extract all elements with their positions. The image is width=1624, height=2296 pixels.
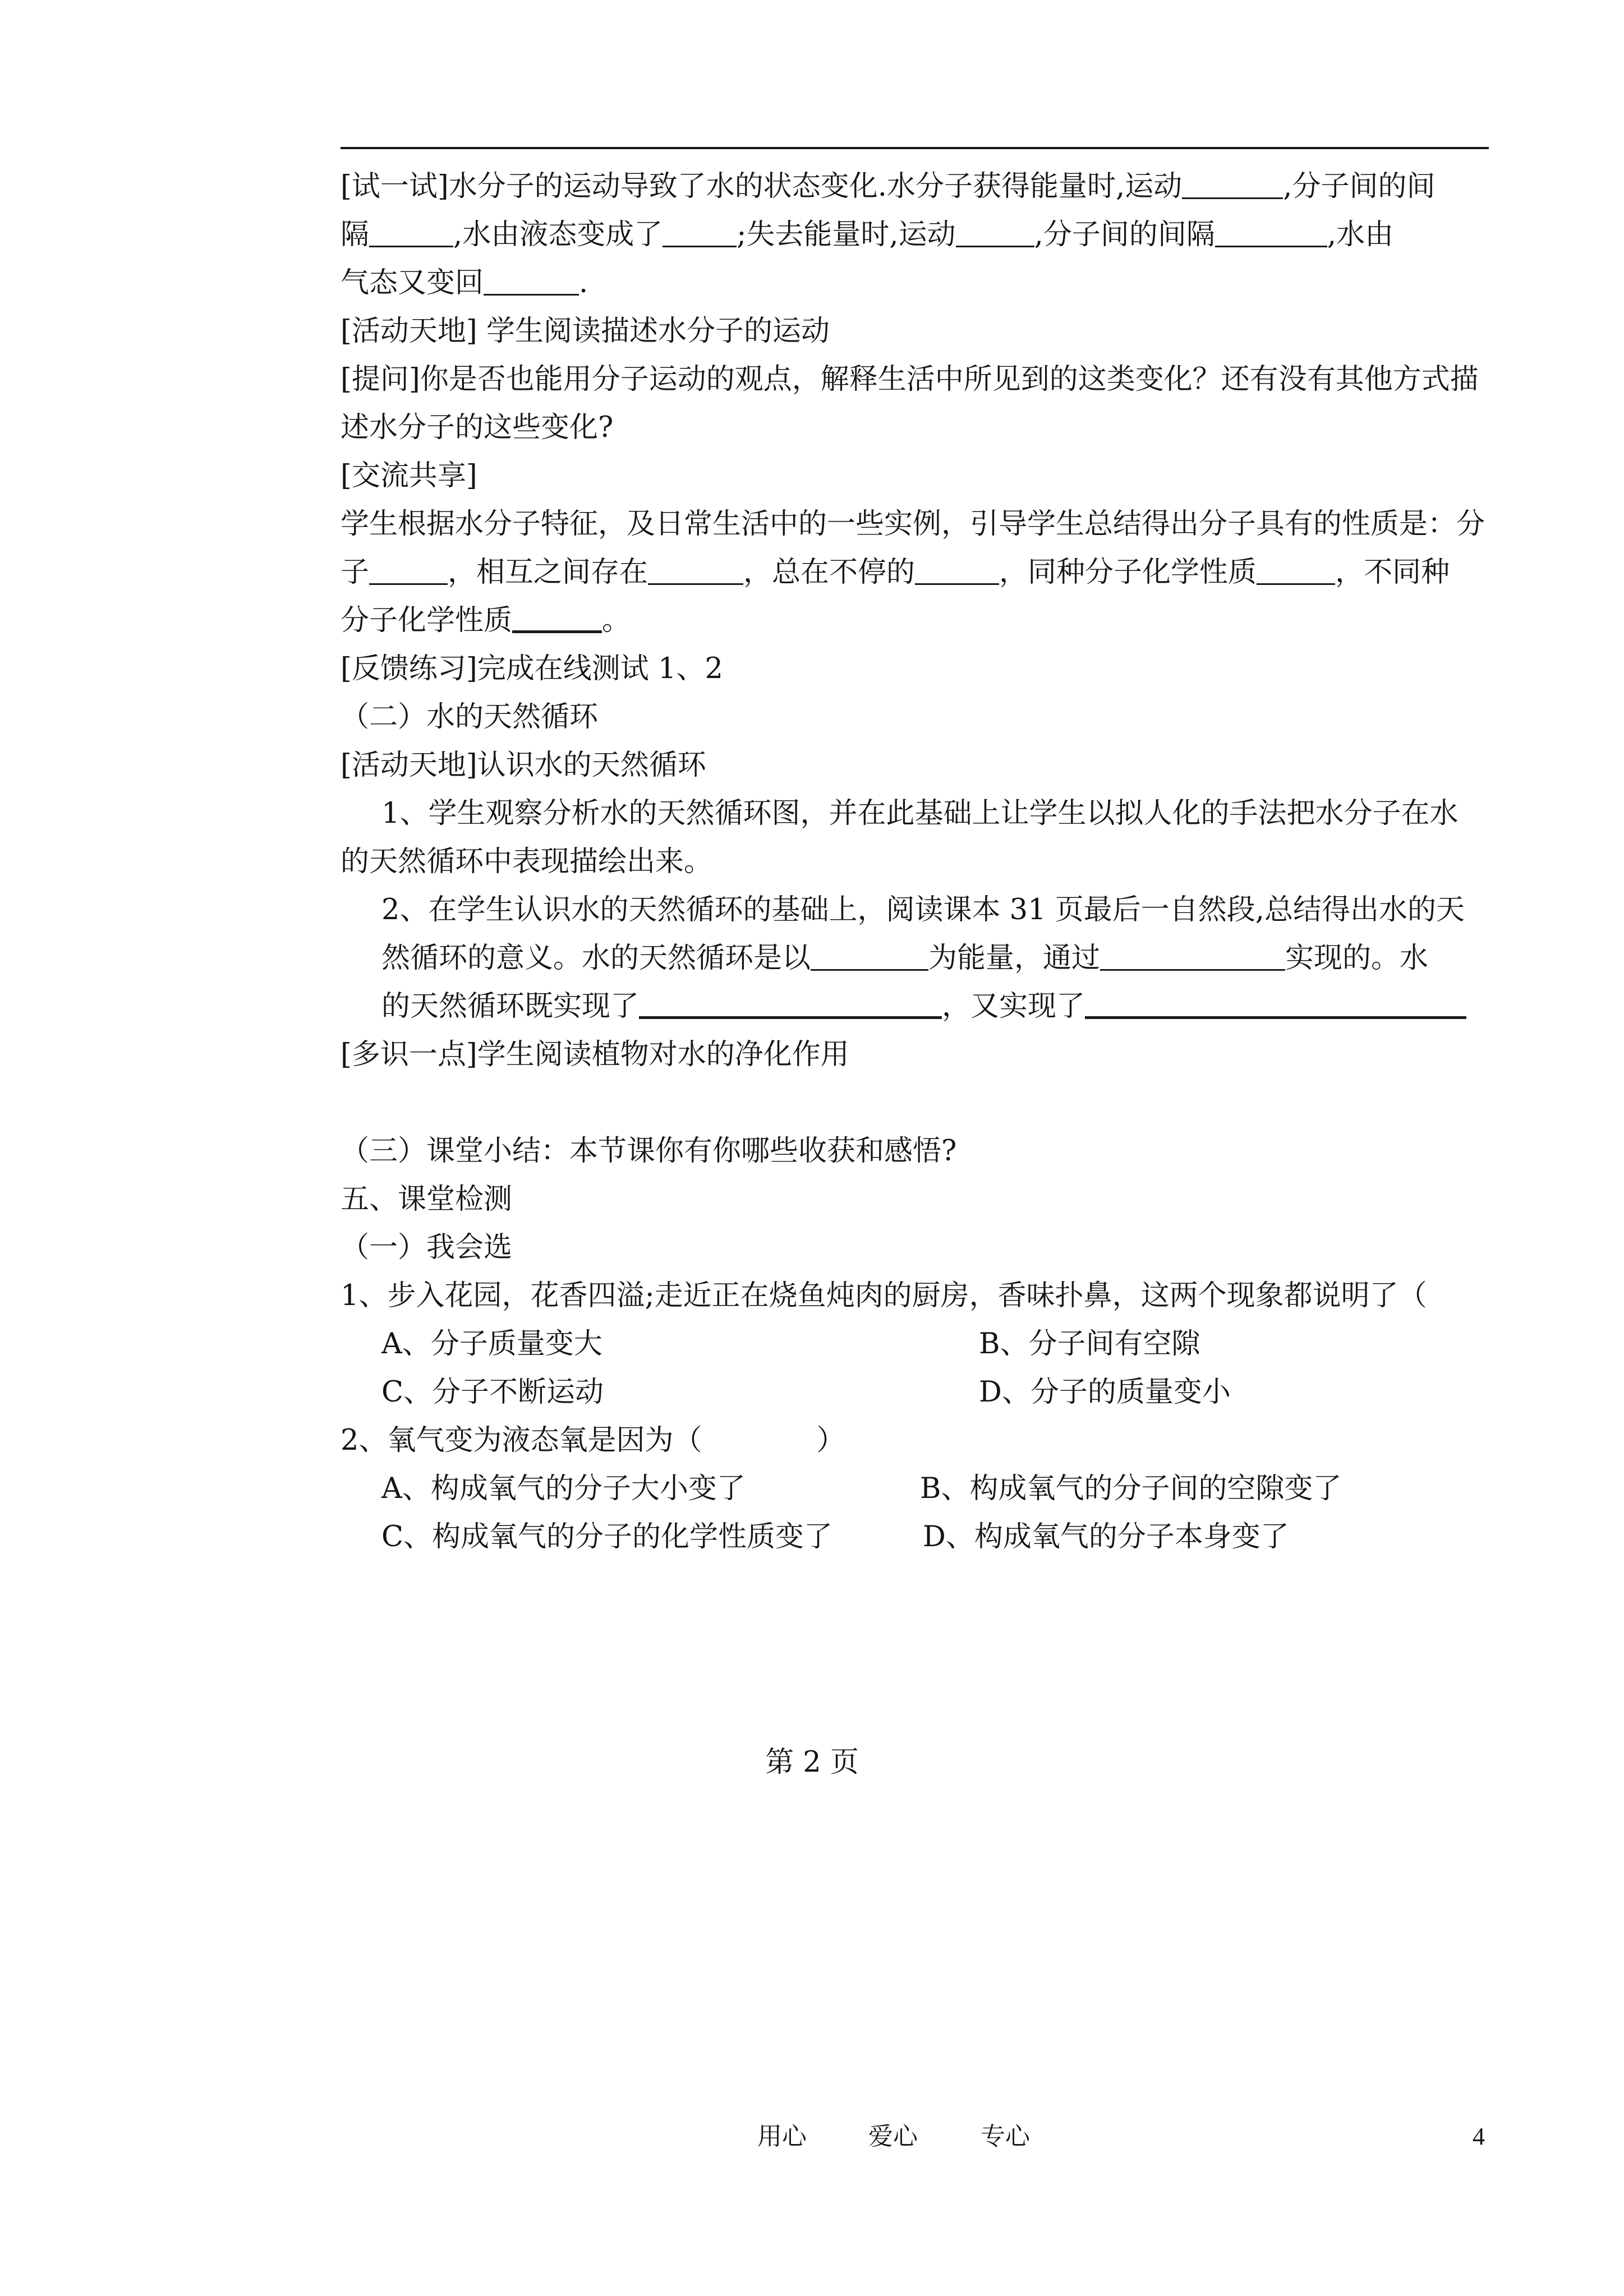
fill-blank[interactable] <box>1257 555 1335 585</box>
text-line-7: [交流共享] <box>341 459 477 492</box>
question-2-option-a[interactable]: A、构成氧气的分子大小变了 <box>381 1472 746 1505</box>
text-line-8: 学生根据水分子特征，及日常生活中的一些实例，引导学生总结得出分子具有的性质是：分 <box>341 508 1485 541</box>
text-line-17: 然循环的意义。水的天然循环是以 为能量，通过 实现的。水 <box>381 942 1429 975</box>
fill-blank[interactable] <box>484 266 579 296</box>
question-1-option-b[interactable]: B、分子间有空隙 <box>979 1327 1200 1361</box>
question-1-option-a[interactable]: A、分子质量变大 <box>381 1327 602 1361</box>
fill-blank[interactable] <box>1182 169 1283 199</box>
header-rule <box>341 147 1489 149</box>
fill-blank[interactable] <box>369 218 453 247</box>
section-heading-2: （二）水的天然循环 <box>341 700 599 734</box>
fill-blank[interactable] <box>663 218 737 247</box>
text-line-19: [多识一点]学生阅读植物对水的净化作用 <box>341 1038 849 1071</box>
fill-blank[interactable] <box>811 941 928 971</box>
question-2: 2、氧气变为液态氧是因为（ ） <box>341 1424 845 1457</box>
text-line-2: 隔 ,水由液态变成了 ;失去能量时,运动 ,分子间的间隔 ,水由 <box>341 218 1394 251</box>
text-line-1: [试一试]水分子的运动导致了水的状态变化.水分子获得能量时,运动 ,分子间的间 <box>341 170 1436 203</box>
fill-blank[interactable] <box>369 555 448 585</box>
text-line-4: [活动天地] 学生阅读描述水分子的运动 <box>341 315 830 348</box>
fill-blank[interactable] <box>639 988 942 1019</box>
question-1: 1、步入花园，花香四溢;走近正在烧鱼炖肉的厨房，香味扑鼻，这两个现象都说明了（ <box>341 1279 1427 1312</box>
page-label: 第 2 页 <box>765 1746 859 1779</box>
text-line-5: [提问]你是否也能用分子运动的观点，解释生活中所见到的这类变化？还有没有其他方式描 <box>341 363 1479 396</box>
footer-page-number: 4 <box>1473 2123 1485 2150</box>
fill-blank[interactable] <box>1100 941 1285 971</box>
question-1-option-d[interactable]: D、分子的质量变小 <box>979 1376 1231 1409</box>
text-line-10: 分子化学性质 。 <box>341 597 631 645</box>
fill-blank[interactable] <box>512 602 602 633</box>
question-2-option-d[interactable]: D、构成氧气的分子本身变了 <box>923 1520 1289 1553</box>
text-line-13: [活动天地]认识水的天然循环 <box>341 749 706 782</box>
footer-text-2: 爱心 <box>868 2123 918 2150</box>
text-line-18: 的天然循环既实现了 ，又实现了 <box>381 983 1466 1031</box>
text-line-16: 2、在学生认识水的天然循环的基础上，阅读课本 31 页最后一自然段,总结得出水的天 <box>381 893 1465 926</box>
footer-text-1: 用心 <box>757 2123 807 2150</box>
subsection-heading: （一）我会选 <box>341 1231 513 1264</box>
question-2-option-c[interactable]: C、构成氧气的分子的化学性质变了 <box>381 1520 833 1553</box>
section-heading-5: 五、课堂检测 <box>341 1183 513 1216</box>
question-2-option-b[interactable]: B、构成氧气的分子间的空隙变了 <box>920 1472 1342 1505</box>
text-line-6: 述水分子的这些变化? <box>341 411 614 444</box>
fill-blank[interactable] <box>915 555 999 585</box>
fill-blank[interactable] <box>956 218 1034 247</box>
text-line-15: 的天然循环中表现描绘出来。 <box>341 845 713 878</box>
section-heading-3: （三）课堂小结：本节课你有你哪些收获和感悟? <box>341 1135 957 1168</box>
footer-text-3: 专心 <box>981 2123 1030 2150</box>
fill-blank[interactable] <box>648 555 743 585</box>
fill-blank[interactable] <box>1085 988 1466 1019</box>
text-line-14: 1、学生观察分析水的天然循环图，并在此基础上让学生以拟人化的手法把水分子在水 <box>381 797 1459 830</box>
fill-blank[interactable] <box>1215 218 1327 247</box>
question-1-option-c[interactable]: C、分子不断运动 <box>381 1376 604 1409</box>
text-line-3: 气态又变回 . <box>341 266 588 299</box>
text-line-9: 子 ，相互之间存在 ，总在不停的 ，同种分子化学性质 ，不同种 <box>341 556 1450 589</box>
text-line-11: [反馈练习]完成在线测试 1、2 <box>341 652 723 685</box>
